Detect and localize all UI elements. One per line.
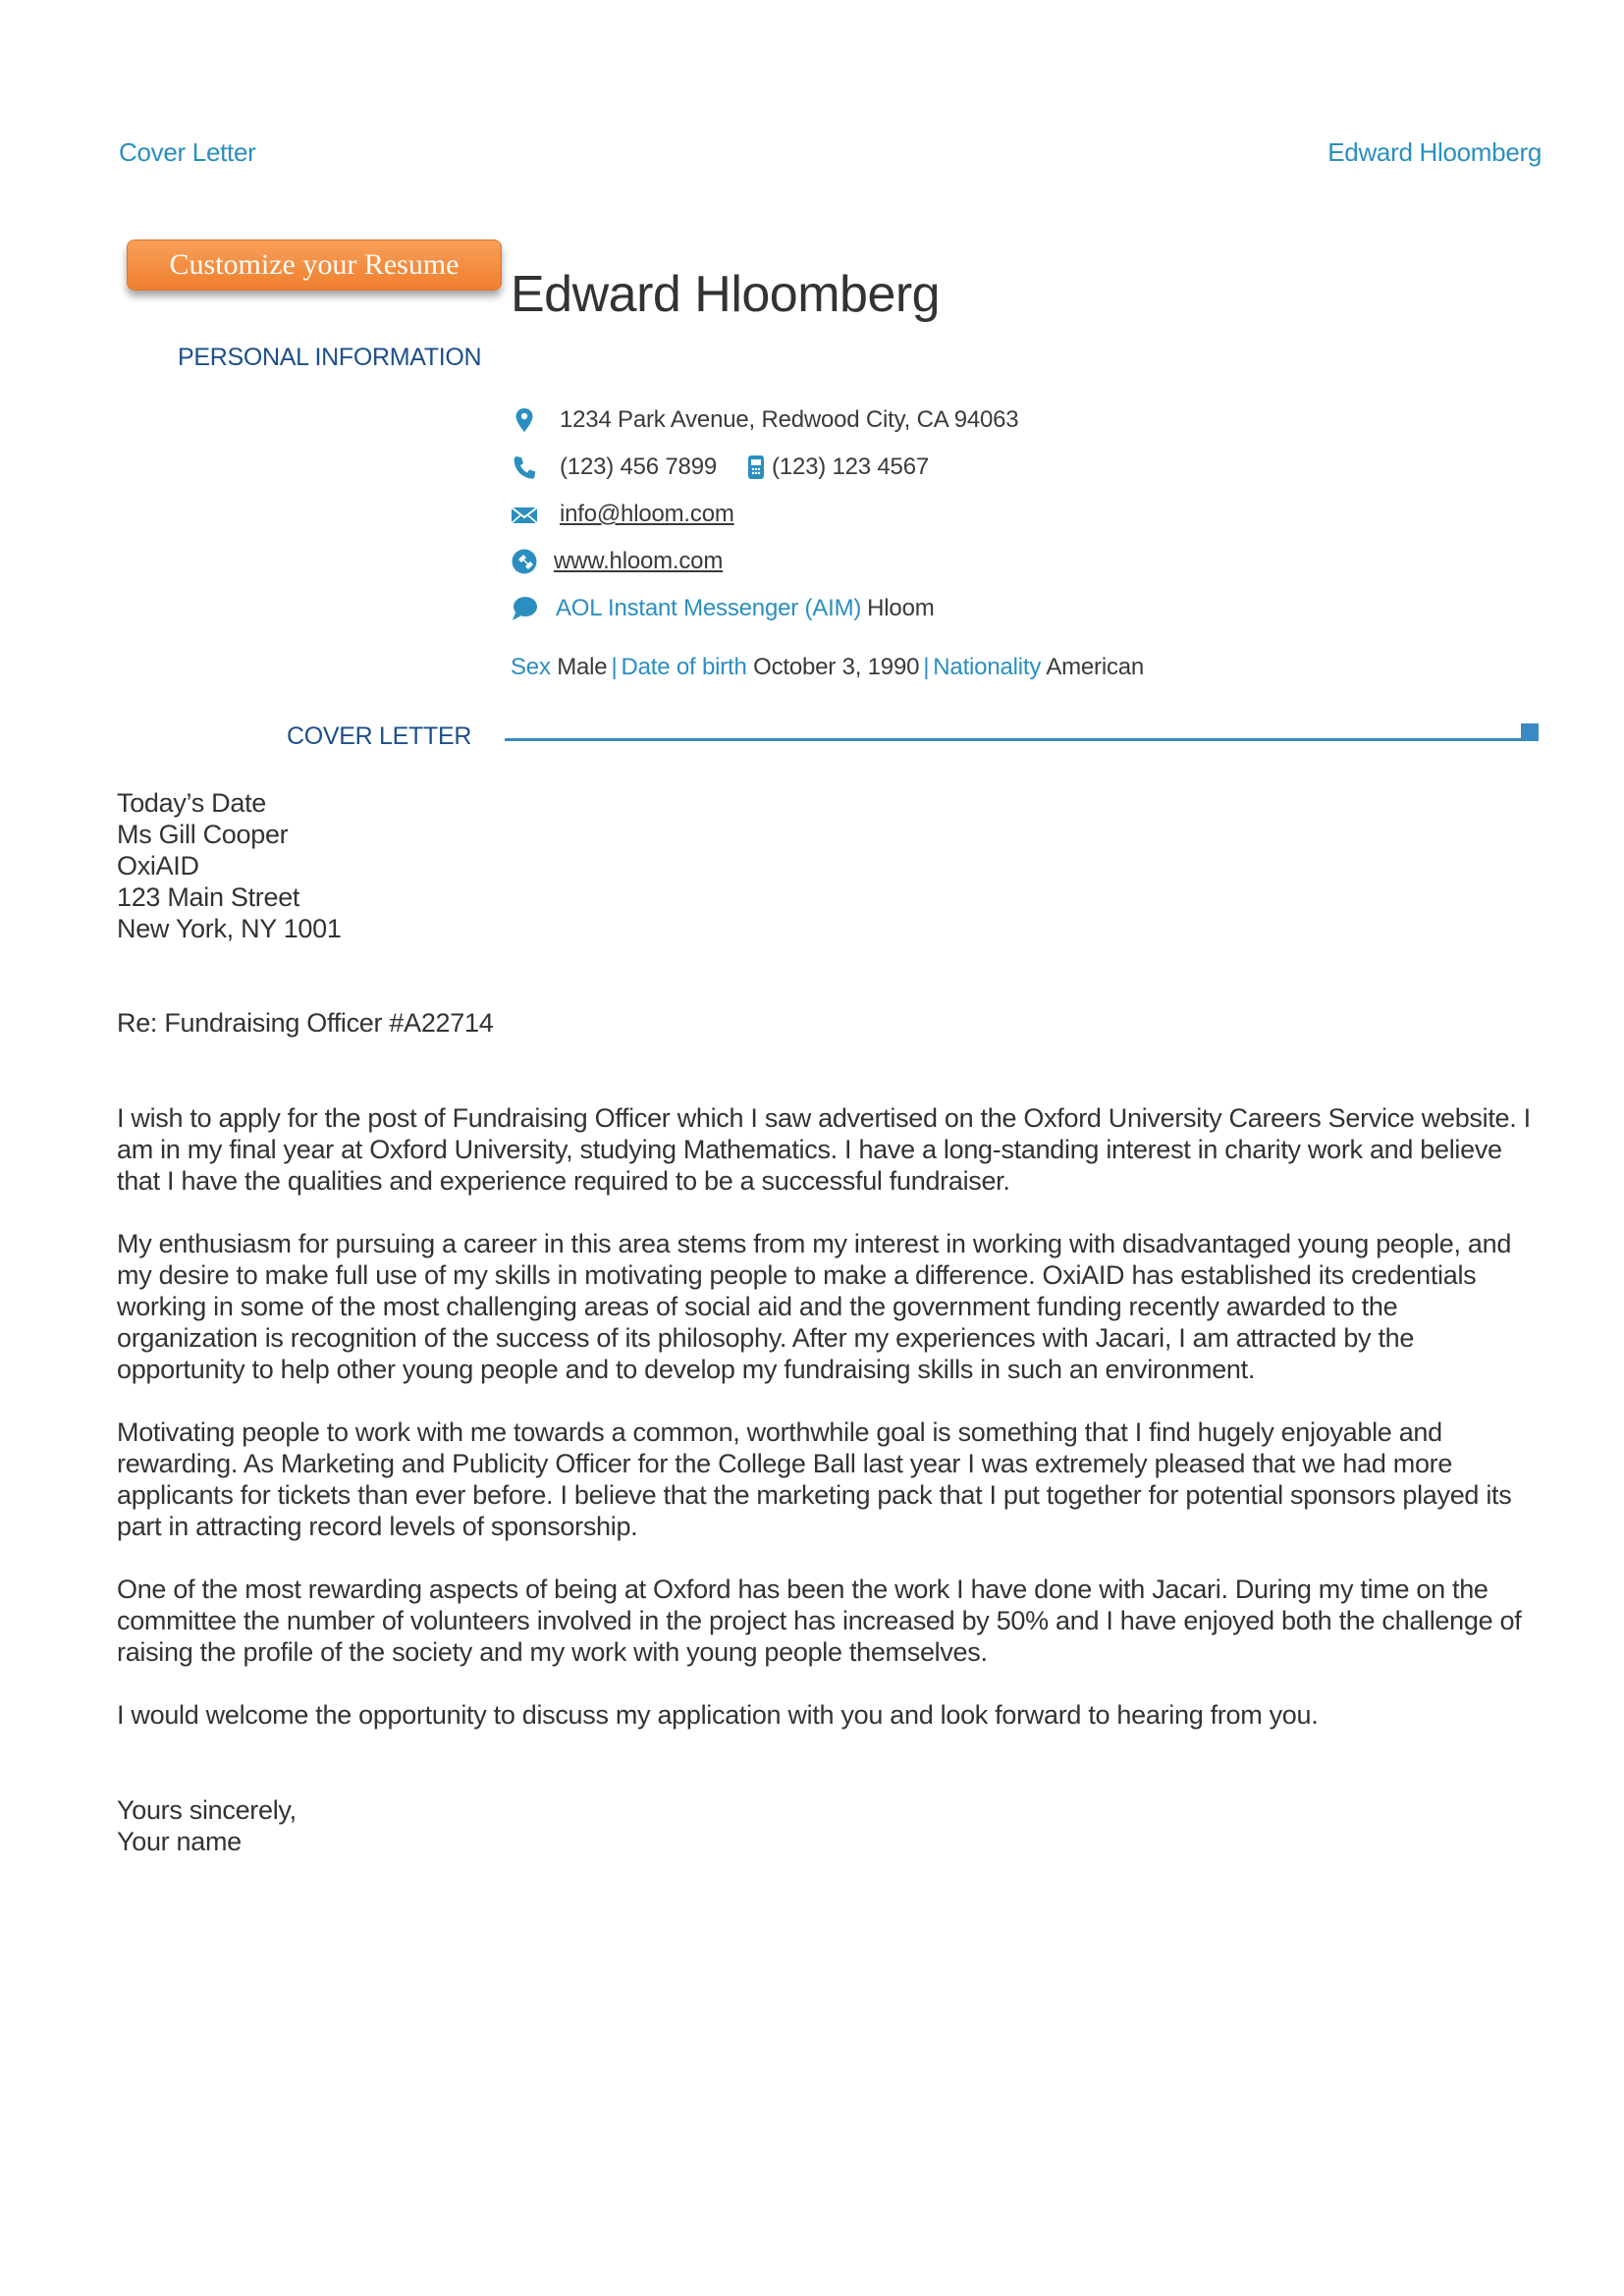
contact-website-link[interactable]: www.hloom.com <box>554 548 724 574</box>
closing-phrase: Yours sincerely, <box>117 1795 297 1825</box>
customize-resume-button[interactable]: Customize your Resume <box>127 240 502 291</box>
nationality-label: Nationality <box>933 654 1042 680</box>
separator: | <box>923 654 930 680</box>
personal-information-heading: PERSONAL INFORMATION <box>178 344 482 371</box>
contact-address: 1234 Park Avenue, Redwood City, CA 94063 <box>560 406 1019 433</box>
contact-im-row <box>511 591 935 626</box>
applicant-name: Edward Hloomberg <box>511 266 941 323</box>
personal-details-line <box>511 654 1144 681</box>
sex-label: Sex <box>511 654 551 680</box>
globe-link-icon <box>511 548 538 575</box>
contact-address-row <box>511 402 1018 438</box>
letter-body <box>117 1102 1541 1762</box>
envelope-icon <box>511 501 538 528</box>
section-divider <box>505 738 1521 741</box>
separator: | <box>611 654 618 680</box>
recipient-org: OxiAID <box>117 851 199 881</box>
letter-paragraph: I wish to apply for the post of Fundraising Officer which I saw advertised on the Oxford University Careers Service website. I am in my final year at Oxford University, studying Mathematics. I have a long-standing interest in charity work and believe that I have the qualities and experience required to be a successful fundraiser. <box>117 1103 1531 1196</box>
contact-phone-row <box>511 450 929 485</box>
letter-closing <box>117 1794 1541 1857</box>
sex-value: Male <box>557 654 608 680</box>
letter-subject: Re: Fundraising Officer #A22714 <box>117 1008 494 1038</box>
header-owner-name: Edward Hloomberg <box>1327 137 1542 167</box>
section-divider-marker <box>1521 723 1539 741</box>
location-pin-icon <box>511 406 538 434</box>
contact-im-value: Hloom <box>867 595 935 621</box>
letter-date: Today’s Date <box>117 788 266 818</box>
cover-letter-heading: COVER LETTER <box>287 722 472 750</box>
mobile-phone-icon <box>742 454 764 481</box>
nationality-value: American <box>1046 654 1145 680</box>
recipient-name: Ms Gill Cooper <box>117 820 289 849</box>
signature-name: Your name <box>117 1827 242 1856</box>
recipient-street: 123 Main Street <box>117 882 300 912</box>
letter-paragraph: One of the most rewarding aspects of being at Oxford has been the work I have done with Jacari. During my time on the committee the number of volunteers involved in the project has increased by 50% and I have enjoyed both the challenge of raising the profile of the society and my work with young people themselves. <box>117 1575 1522 1667</box>
contact-email-link[interactable]: info@hloom.com <box>560 501 734 527</box>
chat-bubble-icon <box>511 595 538 622</box>
contact-website-row <box>511 544 723 579</box>
letter-paragraph: I would welcome the opportunity to discuss my application with you and look forward to hearing from you. <box>117 1700 1319 1730</box>
header-doc-type: Cover Letter <box>119 137 256 167</box>
contact-email-row <box>511 497 734 532</box>
recipient-city: New York, NY 1001 <box>117 914 342 943</box>
letter-paragraph: My enthusiasm for pursuing a career in this area stems from my interest in working with disadvantaged young people, and my desire to make full use of my skills in motivating people to make a difference. OxiAID has established its credentials working in some of the most challenging areas of social aid and the government funding recently awarded to the organization is recognition of the success of its philosophy. After my experiences with Jacari, I am attracted by the opportunity to help other young people and to develop my fundraising skills in such an environment. <box>117 1229 1512 1384</box>
contact-mobile: (123) 123 4567 <box>772 454 929 480</box>
contact-phone: (123) 456 7899 <box>560 454 717 480</box>
dob-value: October 3, 1990 <box>753 654 920 680</box>
contact-im-label: AOL Instant Messenger (AIM) <box>556 595 862 621</box>
phone-icon <box>511 454 538 481</box>
letter-paragraph: Motivating people to work with me towards a common, worthwhile goal is something that I find hugely enjoyable and rewarding. As Marketing and Publicity Officer for the College Ball last year I was extremely pleased that we had more applicants for tickets than ever before. I believe that the marketing pack that I put together for potential sponsors played its part in attracting record levels of sponsorship. <box>117 1417 1512 1541</box>
recipient-address <box>117 787 1541 944</box>
dob-label: Date of birth <box>621 654 747 680</box>
